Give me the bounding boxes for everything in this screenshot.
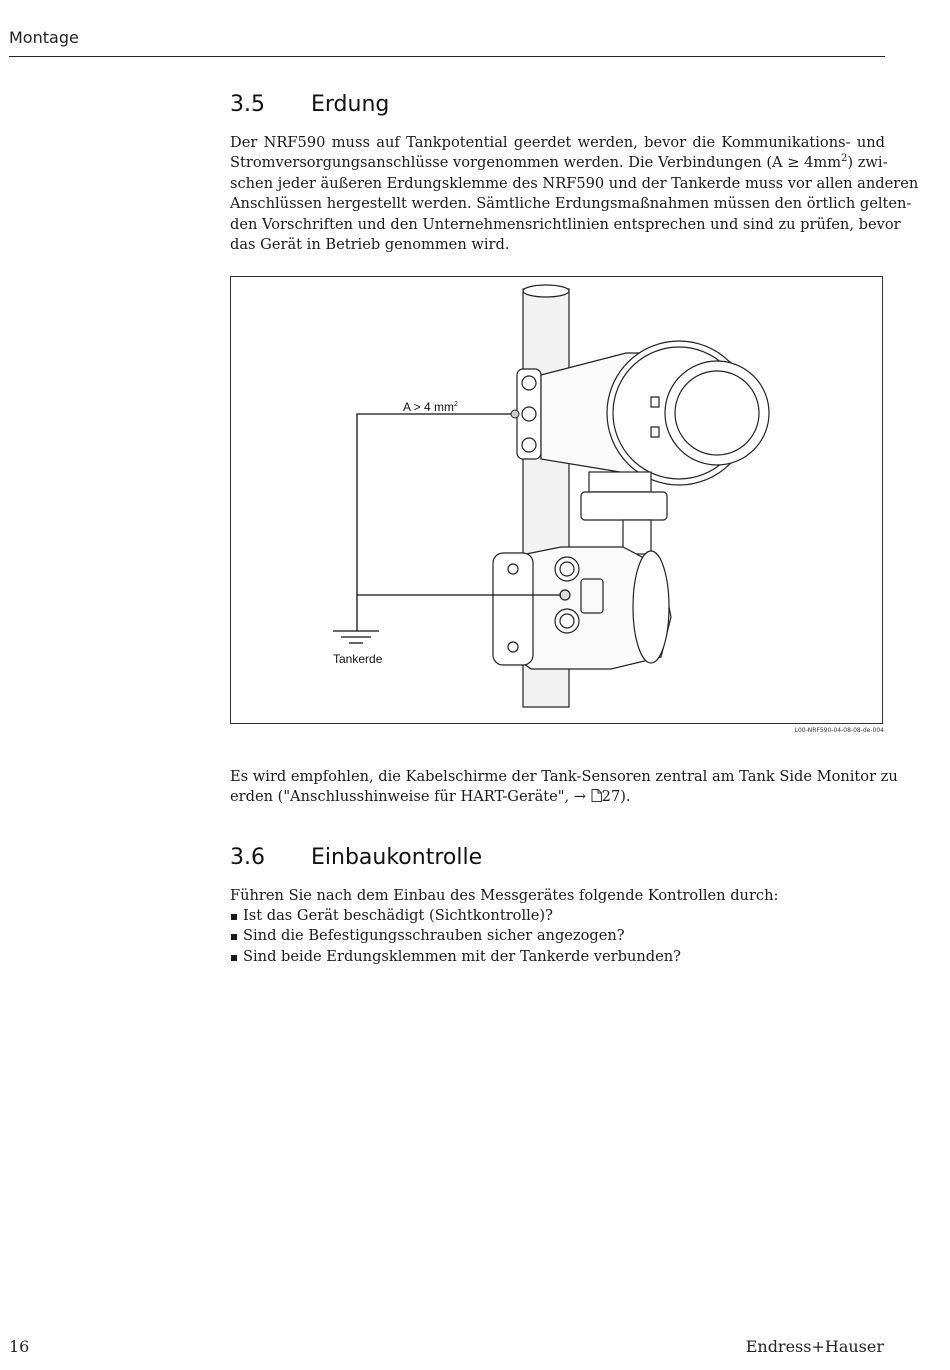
paragraph-line xyxy=(230,153,888,173)
cable-shield-paragraph xyxy=(230,767,898,808)
running-header: Montage xyxy=(9,28,79,47)
neck-flange xyxy=(589,472,651,492)
paragraph-line: den Vorschriften und den Unternehmensrichtlinien entsprechen und sind zu prüfen, bevor xyxy=(230,215,901,233)
paragraph-line: Anschlüssen hergestellt werden. Sämtliche Erdungsmaßnahmen müssen den örtlich gelten- xyxy=(230,195,912,213)
section-heading-erdung xyxy=(230,92,389,117)
list-item: Ist das Gerät beschädigt (Sichtkontrolle)? xyxy=(230,906,681,926)
paragraph-line-part: Stromversorgungsanschlüsse vorgenommen werden. Die Verbindungen (A ≥ 4mm xyxy=(230,154,842,172)
arrow-icon: → xyxy=(573,788,587,806)
brand-name: Endress+Hauser xyxy=(745,1337,884,1356)
list-item: Sind beide Erdungsklemmen mit der Tankerde verbunden? xyxy=(230,947,681,967)
superscript: 2 xyxy=(841,153,848,165)
display-window-ring xyxy=(665,361,769,465)
ground-terminal-lower xyxy=(560,590,570,600)
paragraph-line: Führen Sie nach dem Einbau des Messgerätes folgende Kontrollen durch: xyxy=(230,887,779,904)
cable-gland xyxy=(555,609,579,633)
section-heading-einbaukontrolle xyxy=(230,845,482,870)
lower-clamp xyxy=(493,553,533,665)
page-number: 16 xyxy=(9,1337,30,1356)
pipe-top-end xyxy=(523,285,569,297)
page-reference: 27). xyxy=(601,788,631,806)
checklist-intro xyxy=(230,886,885,906)
section-title: Erdung xyxy=(311,92,390,117)
checklist xyxy=(230,906,681,967)
figure-reference: L00-NRF590-04-08-08-de-004 xyxy=(794,727,884,734)
upper-clamp xyxy=(517,369,541,459)
paragraph-line: das Gerät in Betrieb genommen wird. xyxy=(230,236,510,254)
paragraph-line xyxy=(230,787,885,807)
mount-bracket xyxy=(581,492,667,520)
device-drawing xyxy=(231,277,884,725)
header-divider xyxy=(9,56,885,57)
erdung-paragraph xyxy=(230,133,919,255)
paragraph-line: Es wird empfohlen, die Kabelschirme der Tank-Sensoren zentral am Tank Side Monitor zu xyxy=(230,768,898,785)
section-number: 3.6 xyxy=(230,845,265,870)
paragraph-line-part: ) zwi- xyxy=(847,154,888,172)
section-title: Einbaukontrolle xyxy=(311,845,483,870)
ground-cable-upper xyxy=(357,414,511,631)
page-icon xyxy=(591,789,602,802)
grounding-figure xyxy=(230,276,883,724)
ground-label: Tankerde xyxy=(333,652,383,666)
paragraph-line: Der NRF590 muss auf Tankpotential geerdet werden, bevor die Kommunikations- und xyxy=(230,134,885,151)
paragraph-line-part: erden ("Anschlusshinweise für HART-Geräte", xyxy=(230,788,570,806)
lower-housing-cap xyxy=(633,551,669,663)
cable-size-label: A > 4 $mm^2$ xyxy=(403,400,458,414)
paragraph-line: schen jeder äußeren Erdungsklemme des NRF590 und der Tankerde muss vor allen anderen xyxy=(230,174,919,192)
section-number: 3.5 xyxy=(230,92,265,117)
list-item: Sind die Befestigungsschrauben sicher angezogen? xyxy=(230,926,681,946)
cable-gland xyxy=(555,557,579,581)
ground-terminal-upper xyxy=(511,410,519,418)
